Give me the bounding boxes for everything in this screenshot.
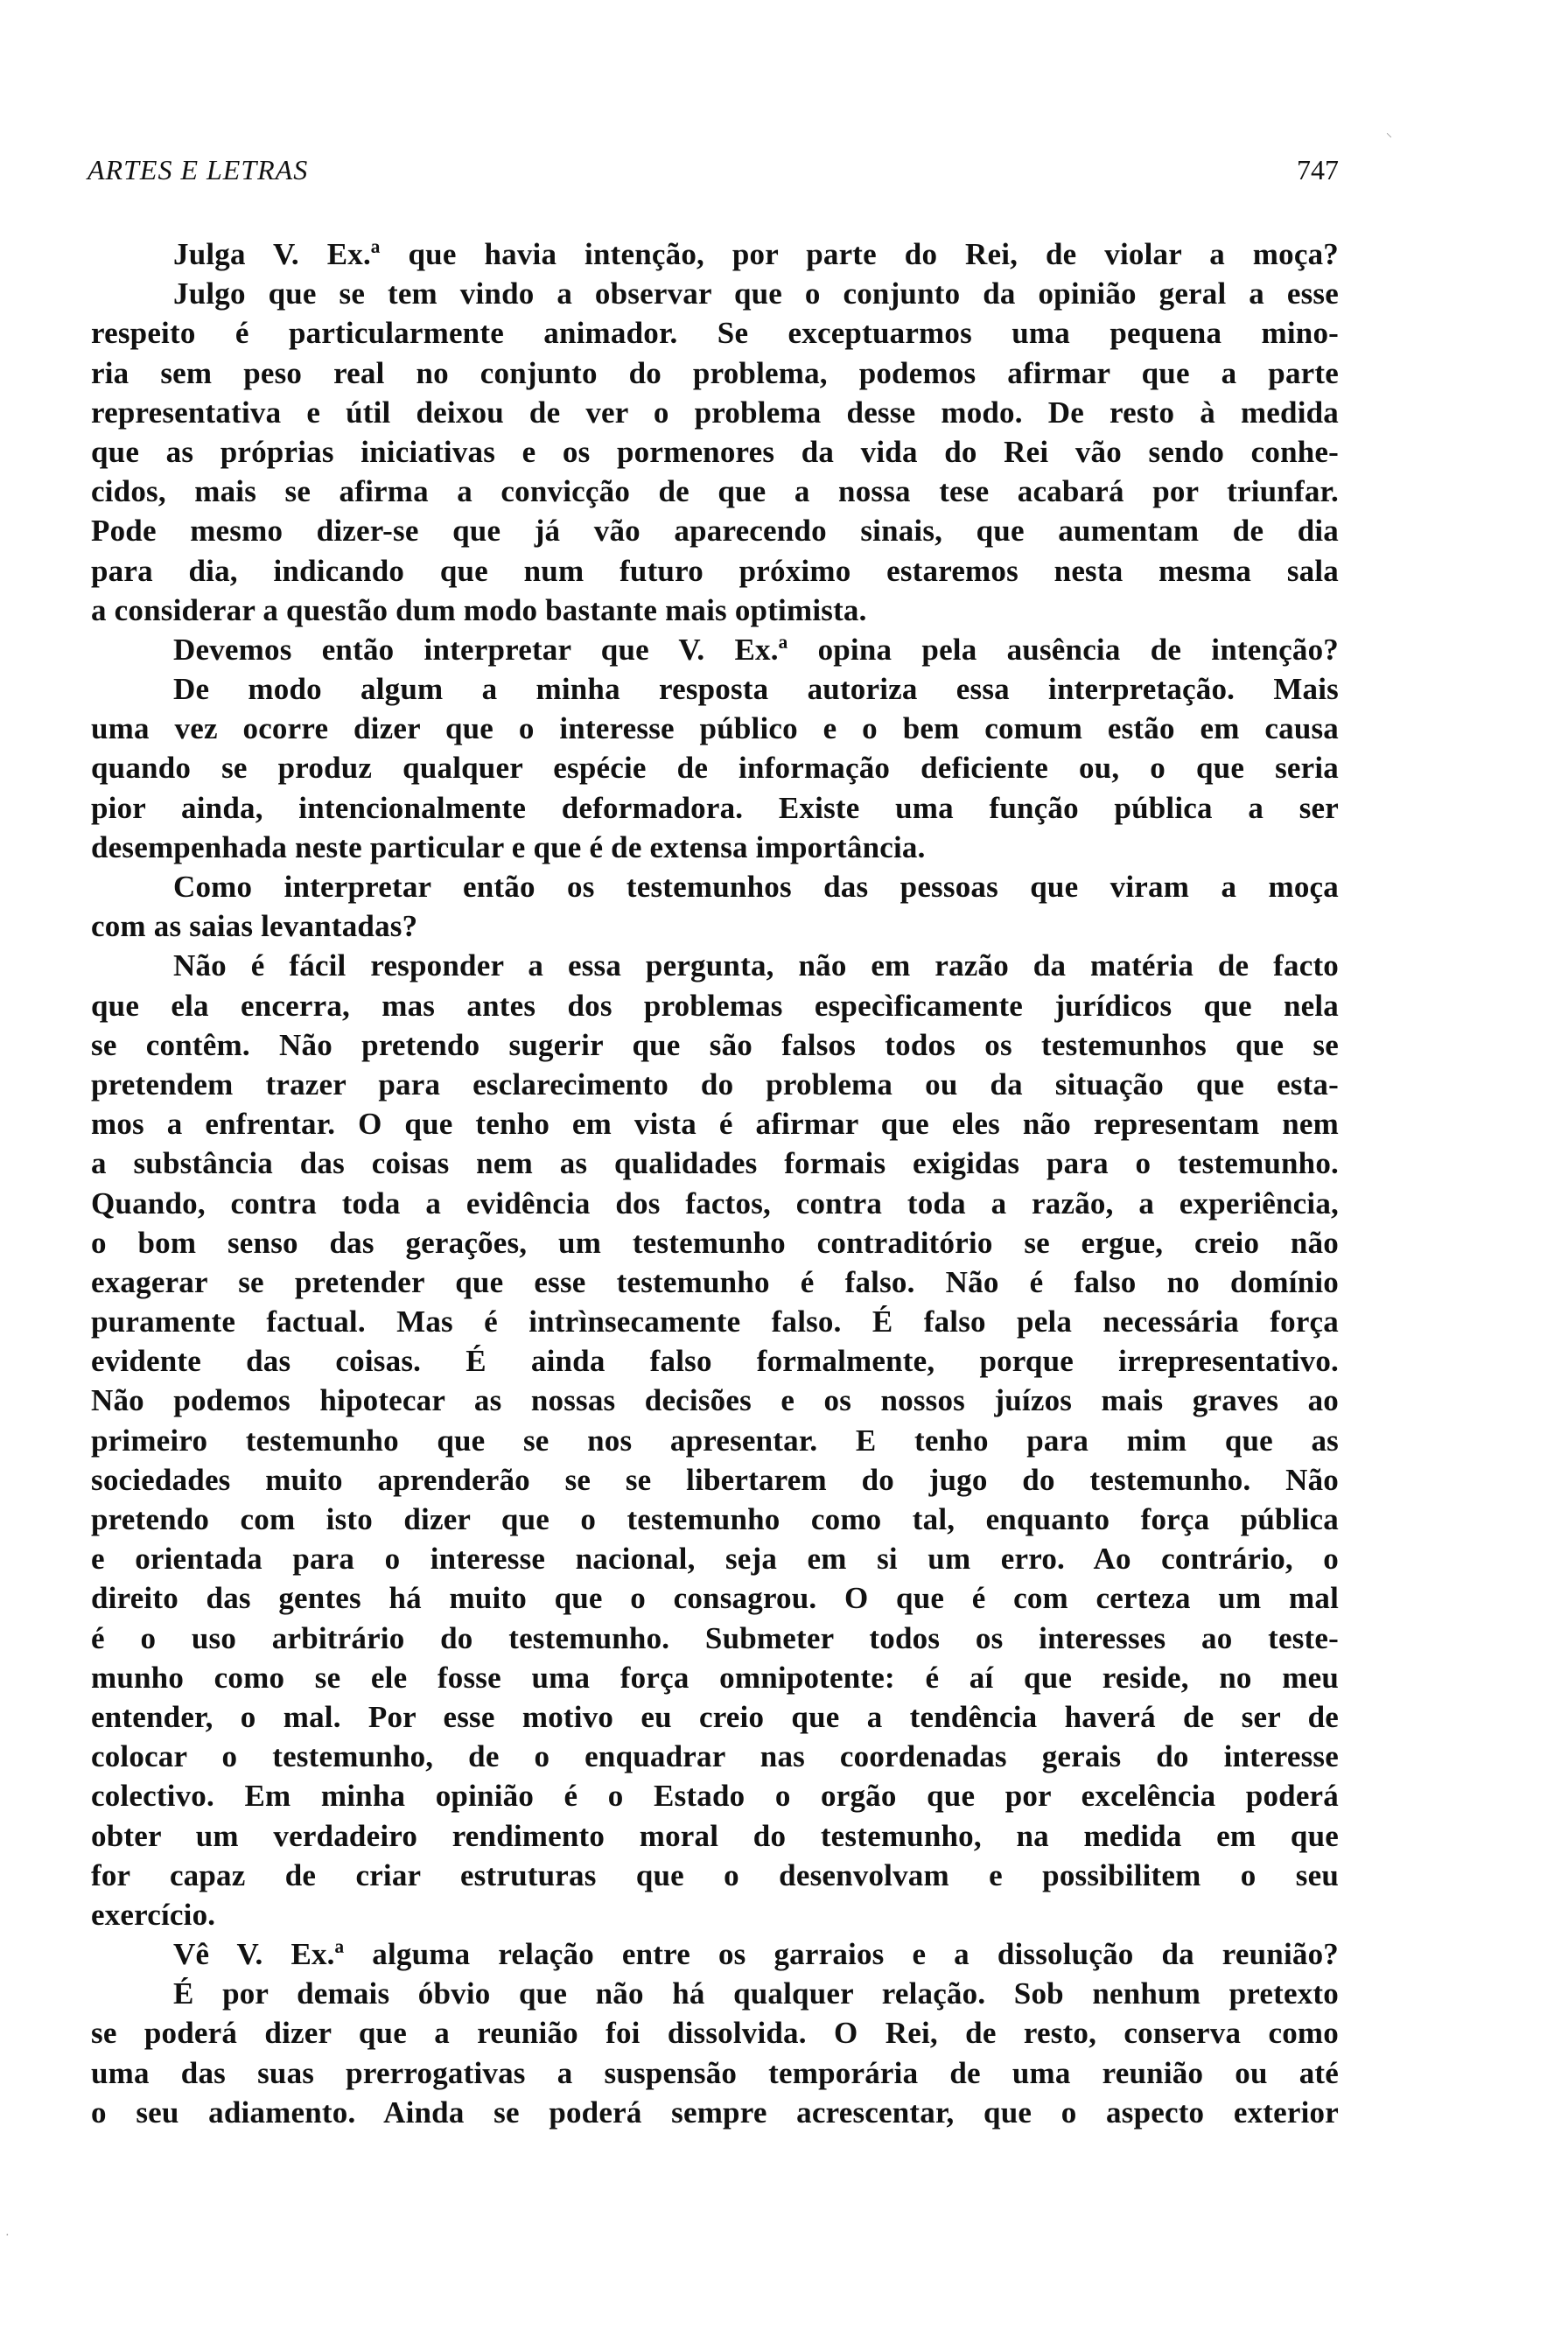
- text-line: representativa e útil deixou de ver o problema desse modo. De resto à medida: [91, 395, 1339, 430]
- text-line: uma vez ocorre dizer que o interesse público e o bem comum estão em causa: [91, 711, 1339, 746]
- text-line: direito das gentes há muito que o consagrou. O que é com certeza um mal: [91, 1581, 1339, 1616]
- text-line: respeito é particularmente animador. Se exceptuarmos uma pequena mino-: [91, 316, 1339, 351]
- text-line: Quando, contra toda a evidência dos factos, contra toda a razão, a experiência,: [91, 1185, 1339, 1220]
- text-line: É por demais óbvio que não há qualquer relação. Sob nenhum pretexto: [173, 1976, 1339, 2011]
- text-line: que ela encerra, mas antes dos problemas especìficamente jurídicos que nela: [91, 988, 1339, 1023]
- text-line: ria sem peso real no conjunto do problema, podemos afirmar que a parte: [91, 355, 1339, 390]
- text-line: Pode mesmo dizer-se que já vão aparecendo sinais, que aumentam de dia: [91, 514, 1339, 549]
- text-line: De modo algum a minha resposta autoriza essa interpretação. Mais: [173, 672, 1339, 707]
- scan-speck: ·: [5, 2229, 10, 2242]
- text-line: o seu adiamento. Ainda se poderá sempre acrescentar, que o aspecto exterior: [91, 2095, 1339, 2130]
- text-line: Vê V. Ex.ª alguma relação entre os garraios e a dissolução da reunião?: [173, 1937, 1339, 1972]
- text-line: e orientada para o interesse nacional, seja em si um erro. Ao contrário, o: [91, 1542, 1339, 1577]
- page-number: 747: [1297, 154, 1339, 185]
- running-header: [88, 154, 1339, 198]
- text-line: obter um verdadeiro rendimento moral do testemunho, na medida em que: [91, 1818, 1339, 1853]
- text-line: Não é fácil responder a essa pergunta, não em razão da matéria de facto: [173, 948, 1339, 983]
- text-line: primeiro testemunho que se nos apresentar. E tenho para mim que as: [91, 1423, 1339, 1458]
- scan-speck: ⸌: [1386, 132, 1392, 145]
- text-line: pretendem trazer para esclarecimento do problema ou da situação que esta-: [91, 1067, 1339, 1102]
- text-line: desempenhada neste particular e que é de extensa importância.: [91, 829, 926, 864]
- text-line: Julga V. Ex.ª que havia intenção, por parte do Rei, de violar a moça?: [173, 237, 1339, 271]
- text-line: a considerar a questão dum modo bastante mais optimista.: [91, 592, 867, 627]
- text-line: o bom senso das gerações, um testemunho contraditório se ergue, creio não: [91, 1225, 1339, 1260]
- text-line: quando se produz qualquer espécie de informação deficiente ou, o que seria: [91, 751, 1339, 786]
- text-line: evidente das coisas. É ainda falso formalmente, porque irrepresentativo.: [91, 1344, 1339, 1379]
- text-line: se contêm. Não pretendo sugerir que são falsos todos os testemunhos que se: [91, 1027, 1339, 1062]
- text-line: cidos, mais se afirma a convicção de que a nossa tese acabará por triunfar.: [91, 474, 1339, 509]
- text-line: Devemos então interpretar que V. Ex.ª opina pela ausência de intenção?: [173, 632, 1339, 667]
- running-title: ARTES E LETRAS: [88, 154, 309, 185]
- text-line: é o uso arbitrário do testemunho. Submeter todos os interesses ao teste-: [91, 1620, 1339, 1655]
- text-line: colectivo. Em minha opinião é o Estado o orgão que por excelência poderá: [91, 1779, 1339, 1814]
- text-line: com as saias levantadas?: [91, 909, 418, 944]
- text-line: que as próprias iniciativas e os pormenores da vida do Rei vão sendo conhe-: [91, 434, 1339, 469]
- text-line: exercício.: [91, 1897, 216, 1932]
- text-line: pior ainda, intencionalmente deformadora. Existe uma função pública a ser: [91, 790, 1339, 825]
- text-line: puramente factual. Mas é intrìnsecamente falso. É falso pela necessária força: [91, 1304, 1339, 1339]
- text-line: mos a enfrentar. O que tenho em vista é afirmar que eles não representam nem: [91, 1107, 1339, 1142]
- text-line: Julgo que se tem vindo a observar que o conjunto da opinião geral a esse: [173, 276, 1339, 311]
- text-line: pretendo com isto dizer que o testemunho como tal, enquanto força pública: [91, 1502, 1339, 1536]
- text-line: Como interpretar então os testemunhos das pessoas que viram a moça: [173, 870, 1339, 904]
- text-line: exagerar se pretender que esse testemunho é falso. Não é falso no domínio: [91, 1264, 1339, 1299]
- body-text: [91, 234, 1339, 2132]
- text-line: Não podemos hipotecar as nossas decisões e os nossos juízos mais graves ao: [91, 1383, 1339, 1418]
- text-line: uma das suas prerrogativas a suspensão temporária de uma reunião ou até: [91, 2055, 1339, 2090]
- text-line: entender, o mal. Por esse motivo eu creio que a tendência haverá de ser de: [91, 1699, 1339, 1734]
- text-line: para dia, indicando que num futuro próximo estaremos nesta mesma sala: [91, 553, 1339, 588]
- text-line: se poderá dizer que a reunião foi dissolvida. O Rei, de resto, conserva como: [91, 2016, 1339, 2051]
- text-line: colocar o testemunho, de o enquadrar nas coordenadas gerais do interesse: [91, 1739, 1339, 1774]
- text-line: munho como se ele fosse uma força omnipotente: é aí que reside, no meu: [91, 1660, 1339, 1695]
- text-line: a substância das coisas nem as qualidades formais exigidas para o testemunho.: [91, 1146, 1339, 1181]
- text-line: for capaz de criar estruturas que o desenvolvam e possibilitem o seu: [91, 1857, 1339, 1892]
- text-line: sociedades muito aprenderão se se libertarem do jugo do testemunho. Não: [91, 1462, 1339, 1497]
